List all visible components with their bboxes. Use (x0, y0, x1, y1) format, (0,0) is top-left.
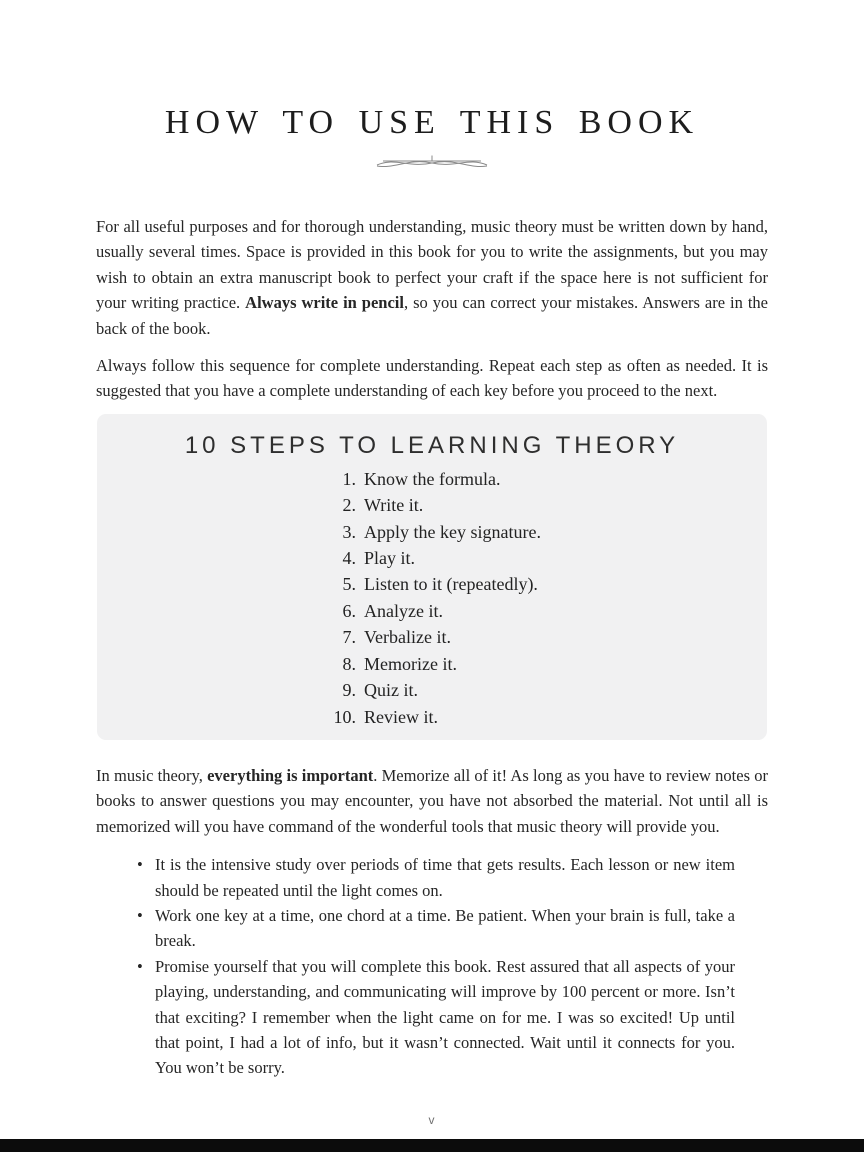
page-title: HOW TO USE THIS BOOK (164, 104, 700, 141)
body-paragraph (96, 763, 768, 839)
tips-bullet-list (96, 852, 768, 1081)
step-number: 6. (342, 600, 356, 621)
intro-paragraph-1-text: For all useful purposes and for thorough understanding, music theory must be written down by hand, usually several times. Space is provided in this book for you to write the assignments, but you may wish to obtain an extra manuscript book to perfect your craft if the space here is not sufficient for your writing practice. (96, 217, 768, 313)
step-number: 10. (333, 706, 356, 727)
step-number: 1. (342, 468, 356, 489)
bullet-icon: • (137, 855, 143, 875)
title-divider (0, 153, 864, 175)
step-item (322, 571, 767, 597)
steps-callout-box (97, 414, 767, 740)
step-item (322, 651, 767, 677)
step-text: Play it. (364, 548, 416, 569)
step-text: Apply the key signature. (364, 521, 541, 542)
step-item (322, 519, 767, 545)
list-item (137, 903, 735, 954)
step-number: 9. (342, 680, 356, 701)
step-text: Know the formula. (364, 468, 501, 489)
list-item-text: Work one key at a time, one chord at a time. Be patient. When your brain is full, take a break. (155, 905, 735, 951)
step-text: Review it. (364, 706, 438, 727)
step-number: 7. (342, 627, 356, 648)
step-text: Verbalize it. (364, 627, 451, 648)
step-item (322, 677, 767, 703)
step-number: 4. (342, 548, 356, 569)
list-item (137, 954, 735, 1081)
bullet-icon: • (137, 905, 143, 925)
step-text: Quiz it. (364, 680, 418, 701)
body-paragraph-tail: . Memorize all of it! As long as you have to review notes or books to answer questions you may encounter, you have not absorbed the material. Not until all is memorized will you have command of the wonderful tools that music theory will provide you. (96, 765, 769, 836)
step-item (322, 466, 767, 492)
step-item (322, 545, 767, 571)
body-paragraph-text: In music theory, (96, 765, 208, 785)
flourish-ornament-icon (369, 153, 495, 175)
step-number: 3. (342, 521, 356, 542)
step-number: 2. (342, 495, 356, 516)
intro-paragraph-1 (96, 214, 768, 341)
step-item (322, 704, 767, 730)
body-paragraph-bold: everything is important (207, 765, 374, 785)
page-number: v (428, 1113, 436, 1127)
step-text: Listen to it (repeatedly). (364, 574, 538, 595)
step-item (322, 624, 767, 650)
step-number: 5. (342, 574, 356, 595)
intro-paragraph-1-bold: Always write in pencil (245, 293, 404, 313)
page-body (96, 214, 768, 1081)
list-item (137, 852, 735, 903)
list-item-text: It is the intensive study over periods of time that gets results. Each lesson or new item should be repeated until the light comes on. (155, 855, 735, 900)
step-item (322, 492, 767, 518)
step-text: Write it. (364, 495, 424, 516)
step-text: Analyze it. (364, 600, 443, 621)
intro-paragraph-2: Always follow this sequence for complete understanding. Repeat each step as often as needed. It is suggested that you have a complete understanding of each key before you proceed to the next. (96, 356, 768, 401)
step-item (322, 598, 767, 624)
steps-list (322, 466, 767, 730)
bullet-icon: • (137, 956, 143, 976)
list-item-text: Promise yourself that you will complete this book. Rest assured that all aspects of your playing, understanding, and communicating will improve by 100 percent or more. Isn’t that exciting? I remember when the light came on for me. I was so excited! Up until that point, I had a lot of info, but it wasn’t connected. Wait until it connects for you. You won’t be sorry. (155, 956, 735, 1078)
page-edge-bar (0, 1139, 864, 1152)
steps-heading: 10 STEPS TO LEARNING THEORY (184, 431, 680, 459)
step-text: Memorize it. (364, 653, 457, 674)
intro-paragraph-1-tail: , so you can correct your mistakes. Answers are in the back of the book. (96, 293, 768, 338)
step-number: 8. (342, 653, 356, 674)
